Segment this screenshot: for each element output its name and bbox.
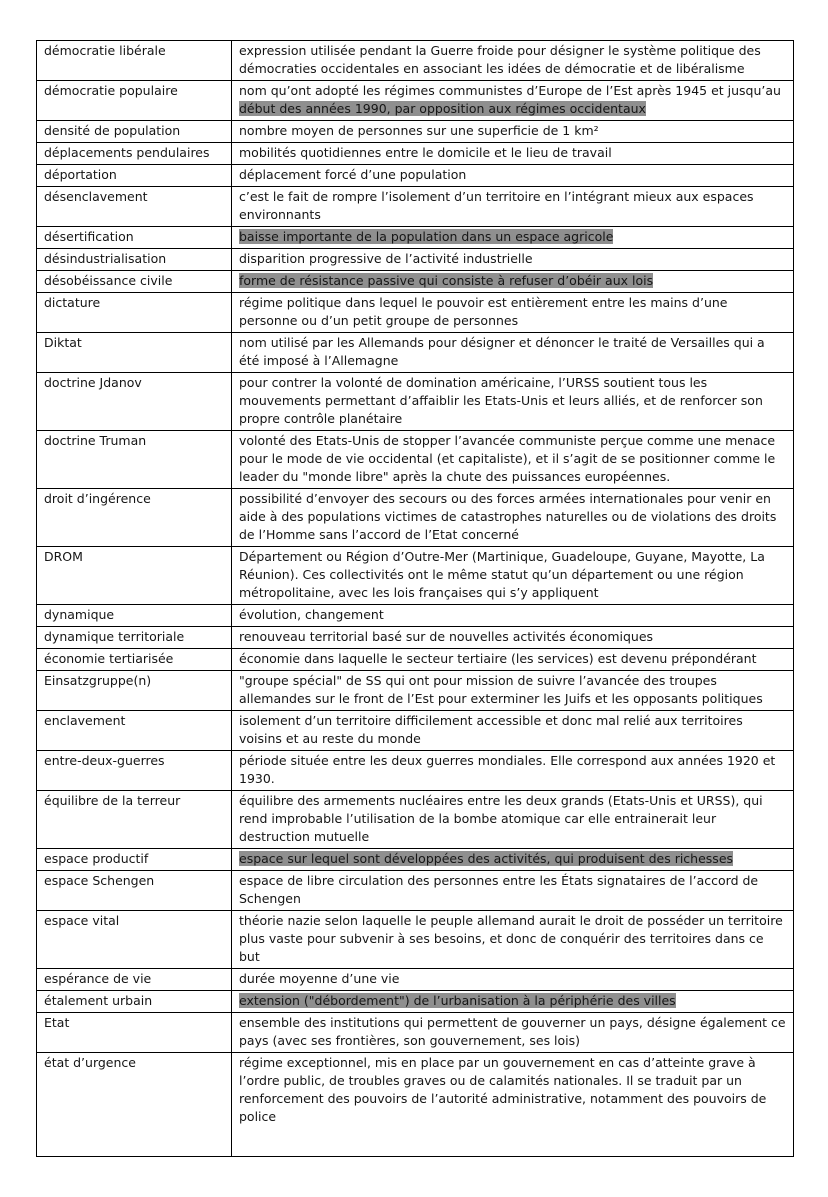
highlighted-definition-text: extension ("débordement") de l’urbanisation à la périphérie des villes (239, 993, 676, 1008)
table-row (37, 293, 794, 333)
definition-text: régime exceptionnel, mis en place par un gouvernement en cas d’atteinte grave à l’ordre public, de troubles graves ou de calamités nationales. Il se traduit par un renforcement des pouvoirs de l’autorité administrative, notamment des pouvoirs de police (239, 1055, 767, 1124)
definition-text: expression utilisée pendant la Guerre froide pour désigner le système politique des démocraties occidentales en associant les idées de démocratie et de libéralisme (239, 43, 761, 76)
definition-text: ensemble des institutions qui permettent de gouverner un pays, désigne également ce pays (avec ses frontières, son gouvernement, ses lois) (239, 1015, 786, 1048)
table-row (37, 711, 794, 751)
table-row (37, 791, 794, 849)
table-row (37, 671, 794, 711)
table-row (37, 165, 794, 187)
definition-cell (232, 81, 794, 121)
table-row (37, 1053, 794, 1157)
definition-cell (232, 911, 794, 969)
term-cell: DROM (37, 547, 232, 605)
term-cell: enclavement (37, 711, 232, 751)
definition-cell (232, 187, 794, 227)
glossary-table-body (37, 41, 794, 1157)
table-row (37, 991, 794, 1013)
term-cell: désertification (37, 227, 232, 249)
table-row (37, 627, 794, 649)
table-row (37, 871, 794, 911)
term-cell: démocratie libérale (37, 41, 232, 81)
term-cell: désenclavement (37, 187, 232, 227)
definition-text: nom qu’ont adopté les régimes communistes d’Europe de l’Est après 1945 et jusqu’au (239, 83, 781, 98)
definition-cell (232, 41, 794, 81)
definition-cell (232, 121, 794, 143)
table-row (37, 1013, 794, 1053)
term-cell: dynamique (37, 605, 232, 627)
definition-text: durée moyenne d’une vie (239, 971, 400, 986)
term-cell: Einsatzgruppe(n) (37, 671, 232, 711)
table-row (37, 431, 794, 489)
term-cell: entre-deux-guerres (37, 751, 232, 791)
term-cell: désindustrialisation (37, 249, 232, 271)
definition-text: possibilité d’envoyer des secours ou des forces armées internationales pour venir en aide à des populations victimes de catastrophes naturelles ou de violations des droits de l’Homme sans l’accord de l’Etat concerné (239, 491, 777, 542)
glossary-table (36, 40, 794, 1157)
definition-text: nom utilisé par les Allemands pour désigner et dénoncer le traité de Versailles qui a été imposé à l’Allemagne (239, 335, 765, 368)
definition-cell (232, 373, 794, 431)
term-cell: densité de population (37, 121, 232, 143)
table-row (37, 649, 794, 671)
definition-cell (232, 333, 794, 373)
table-row (37, 751, 794, 791)
definition-text: volonté des Etats-Unis de stopper l’avancée communiste perçue comme une menace pour le mode de vie occidental (et capitaliste), et il s’agit de se positionner comme le leader du "monde libre" après la chute des puissances européennes. (239, 433, 776, 484)
definition-text: pour contrer la volonté de domination américaine, l’URSS soutient tous les mouvements permettant d’affaiblir les Etats-Unis et leurs alliés, et de renforcer son propre contrôle planétaire (239, 375, 763, 426)
term-cell: désobéissance civile (37, 271, 232, 293)
definition-cell (232, 711, 794, 751)
definition-cell (232, 649, 794, 671)
definition-text: déplacement forcé d’une population (239, 167, 467, 182)
term-cell: droit d’ingérence (37, 489, 232, 547)
table-row (37, 849, 794, 871)
table-row (37, 547, 794, 605)
table-row (37, 373, 794, 431)
term-cell: état d’urgence (37, 1053, 232, 1157)
term-cell: Etat (37, 1013, 232, 1053)
table-row (37, 81, 794, 121)
definition-text: régime politique dans lequel le pouvoir est entièrement entre les mains d’une personne ou d’un petit groupe de personnes (239, 295, 728, 328)
table-row (37, 605, 794, 627)
table-row (37, 911, 794, 969)
definition-cell (232, 143, 794, 165)
definition-cell (232, 1013, 794, 1053)
definition-text: disparition progressive de l’activité industrielle (239, 251, 533, 266)
definition-cell (232, 227, 794, 249)
highlighted-definition-text: forme de résistance passive qui consiste à refuser d’obéir aux lois (239, 273, 654, 288)
definition-text: nombre moyen de personnes sur une superficie de 1 km² (239, 123, 599, 138)
table-row (37, 187, 794, 227)
definition-text: théorie nazie selon laquelle le peuple allemand aurait le droit de posséder un territoire plus vaste pour subvenir à ses besoins, et donc de conquérir des territoires dans ce but (239, 913, 783, 964)
definition-cell (232, 1053, 794, 1157)
term-cell: déplacements pendulaires (37, 143, 232, 165)
definition-cell (232, 489, 794, 547)
definition-text: mobilités quotidiennes entre le domicile et le lieu de travail (239, 145, 612, 160)
definition-text: isolement d’un territoire difficilement accessible et donc mal relié aux territoires voisins et au reste du monde (239, 713, 743, 746)
term-cell: espérance de vie (37, 969, 232, 991)
definition-text: Département ou Région d’Outre-Mer (Martinique, Guadeloupe, Guyane, Mayotte, La Réunion). Ces collectivités ont le même statut qu’un département ou une région métropolitaine, avec les lois françaises qui s’y appliquent (239, 549, 765, 600)
highlighted-definition-text: début des années 1990, par opposition aux régimes occidentaux (239, 101, 646, 116)
term-cell: doctrine Jdanov (37, 373, 232, 431)
definition-text: espace de libre circulation des personnes entre les États signataires de l’accord de Schengen (239, 873, 759, 906)
term-cell: espace Schengen (37, 871, 232, 911)
definition-cell (232, 271, 794, 293)
definition-text: renouveau territorial basé sur de nouvelles activités économiques (239, 629, 654, 644)
definition-cell (232, 671, 794, 711)
definition-cell (232, 605, 794, 627)
definition-cell (232, 547, 794, 605)
term-cell: équilibre de la terreur (37, 791, 232, 849)
table-row (37, 333, 794, 373)
definition-cell (232, 751, 794, 791)
table-row (37, 121, 794, 143)
definition-text: économie dans laquelle le secteur tertiaire (les services) est devenu prépondérant (239, 651, 757, 666)
definition-cell (232, 791, 794, 849)
table-row (37, 143, 794, 165)
definition-text: évolution, changement (239, 607, 384, 622)
term-cell: Diktat (37, 333, 232, 373)
definition-text: équilibre des armements nucléaires entre les deux grands (Etats-Unis et URSS), qui rend improbable l’utilisation de la bombe atomique car elle entrainerait leur destruction mutuelle (239, 793, 763, 844)
term-cell: espace vital (37, 911, 232, 969)
table-row (37, 271, 794, 293)
definition-text: "groupe spécial" de SS qui ont pour mission de suivre l’avancée des troupes allemandes sur le front de l’Est pour exterminer les Juifs et les opposants politiques (239, 673, 763, 706)
term-cell: déportation (37, 165, 232, 187)
term-cell: dynamique territoriale (37, 627, 232, 649)
highlighted-definition-text: baisse importante de la population dans un espace agricole (239, 229, 614, 244)
definition-text: c’est le fait de rompre l’isolement d’un territoire en l’intégrant mieux aux espaces environnants (239, 189, 754, 222)
term-cell: démocratie populaire (37, 81, 232, 121)
definition-cell (232, 165, 794, 187)
definition-cell (232, 627, 794, 649)
table-row (37, 489, 794, 547)
table-row (37, 227, 794, 249)
term-cell: espace productif (37, 849, 232, 871)
definition-cell (232, 991, 794, 1013)
definition-cell (232, 293, 794, 333)
definition-text: période située entre les deux guerres mondiales. Elle correspond aux années 1920 et 1930. (239, 753, 776, 786)
table-row (37, 41, 794, 81)
term-cell: dictature (37, 293, 232, 333)
definition-cell (232, 969, 794, 991)
definition-cell (232, 249, 794, 271)
term-cell: doctrine Truman (37, 431, 232, 489)
highlighted-definition-text: espace sur lequel sont développées des activités, qui produisent des richesses (239, 851, 734, 866)
table-row (37, 969, 794, 991)
definition-cell (232, 849, 794, 871)
definition-cell (232, 431, 794, 489)
term-cell: étalement urbain (37, 991, 232, 1013)
term-cell: économie tertiarisée (37, 649, 232, 671)
table-row (37, 249, 794, 271)
definition-cell (232, 871, 794, 911)
